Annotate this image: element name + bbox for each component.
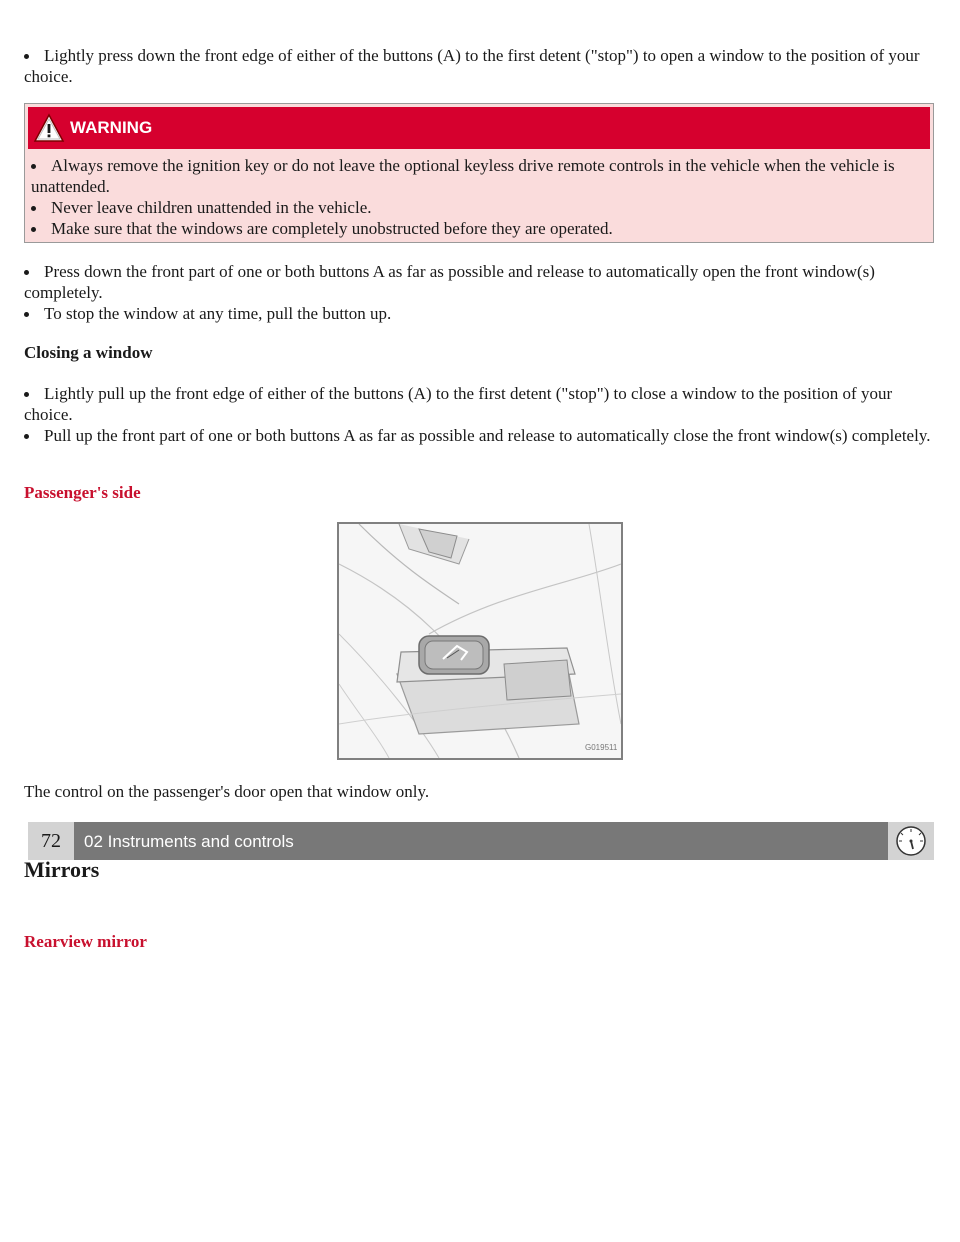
list-item <box>31 197 911 218</box>
warning-list <box>31 155 911 239</box>
gauge-icon <box>888 822 934 860</box>
page-footer <box>28 822 934 860</box>
intro-list <box>24 45 924 87</box>
bullet-icon <box>24 270 29 275</box>
list-item-text: Lightly press down the front edge of either of the buttons (A) to the first detent ("stop") to open a window to the position of your choice. <box>24 46 920 86</box>
list-item-text: Pull up the front part of one or both buttons A as far as possible and release to automatically close the front window(s) completely. <box>44 426 931 445</box>
open-list <box>24 261 924 324</box>
figure-caption: The control on the passenger's door open that window only. <box>24 782 430 801</box>
list-item <box>24 303 924 324</box>
bullet-icon <box>24 312 29 317</box>
section-icon-box <box>888 822 934 860</box>
door-control-illustration <box>337 522 623 760</box>
list-item-text: Always remove the ignition key or do not leave the optional keyless drive remote controls in the vehicle when the vehicle is unattended. <box>31 156 895 196</box>
bullet-icon <box>24 434 29 439</box>
rearview-mirror-heading: Rearview mirror <box>24 932 147 951</box>
list-item <box>31 218 911 239</box>
warning-triangle-icon <box>33 113 65 143</box>
warning-title: WARNING <box>70 118 153 137</box>
door-panel-drawing <box>339 524 621 758</box>
list-item-text: Never leave children unattended in the vehicle. <box>51 198 372 217</box>
figure-code: G019511 <box>585 743 618 752</box>
list-item-text: Lightly pull up the front edge of either of the buttons (A) to the first detent ("stop") to close a window to the position of your choice. <box>24 384 893 424</box>
list-item-text: Press down the front part of one or both buttons A as far as possible and release to automatically open the front window(s) completely. <box>24 262 875 302</box>
list-item <box>24 425 932 446</box>
closing-list <box>24 383 932 446</box>
passenger-heading: Passenger's side <box>24 483 141 502</box>
bullet-icon <box>24 392 29 397</box>
bullet-icon <box>31 206 36 211</box>
bullet-icon <box>31 164 36 169</box>
list-item <box>24 261 924 303</box>
list-item <box>31 155 911 197</box>
mirrors-heading: Mirrors <box>24 857 100 882</box>
list-item <box>24 45 924 87</box>
closing-heading: Closing a window <box>24 343 153 362</box>
warning-box <box>24 103 934 243</box>
list-item-text: To stop the window at any time, pull the button up. <box>44 304 392 323</box>
list-item-text: Make sure that the windows are completely unobstructed before they are operated. <box>51 219 613 238</box>
bullet-icon <box>24 54 29 59</box>
list-item <box>24 383 932 425</box>
bullet-icon <box>31 227 36 232</box>
warning-header <box>28 107 930 149</box>
page-number: 72 <box>28 822 74 860</box>
section-title: 02 Instruments and controls <box>84 832 294 851</box>
